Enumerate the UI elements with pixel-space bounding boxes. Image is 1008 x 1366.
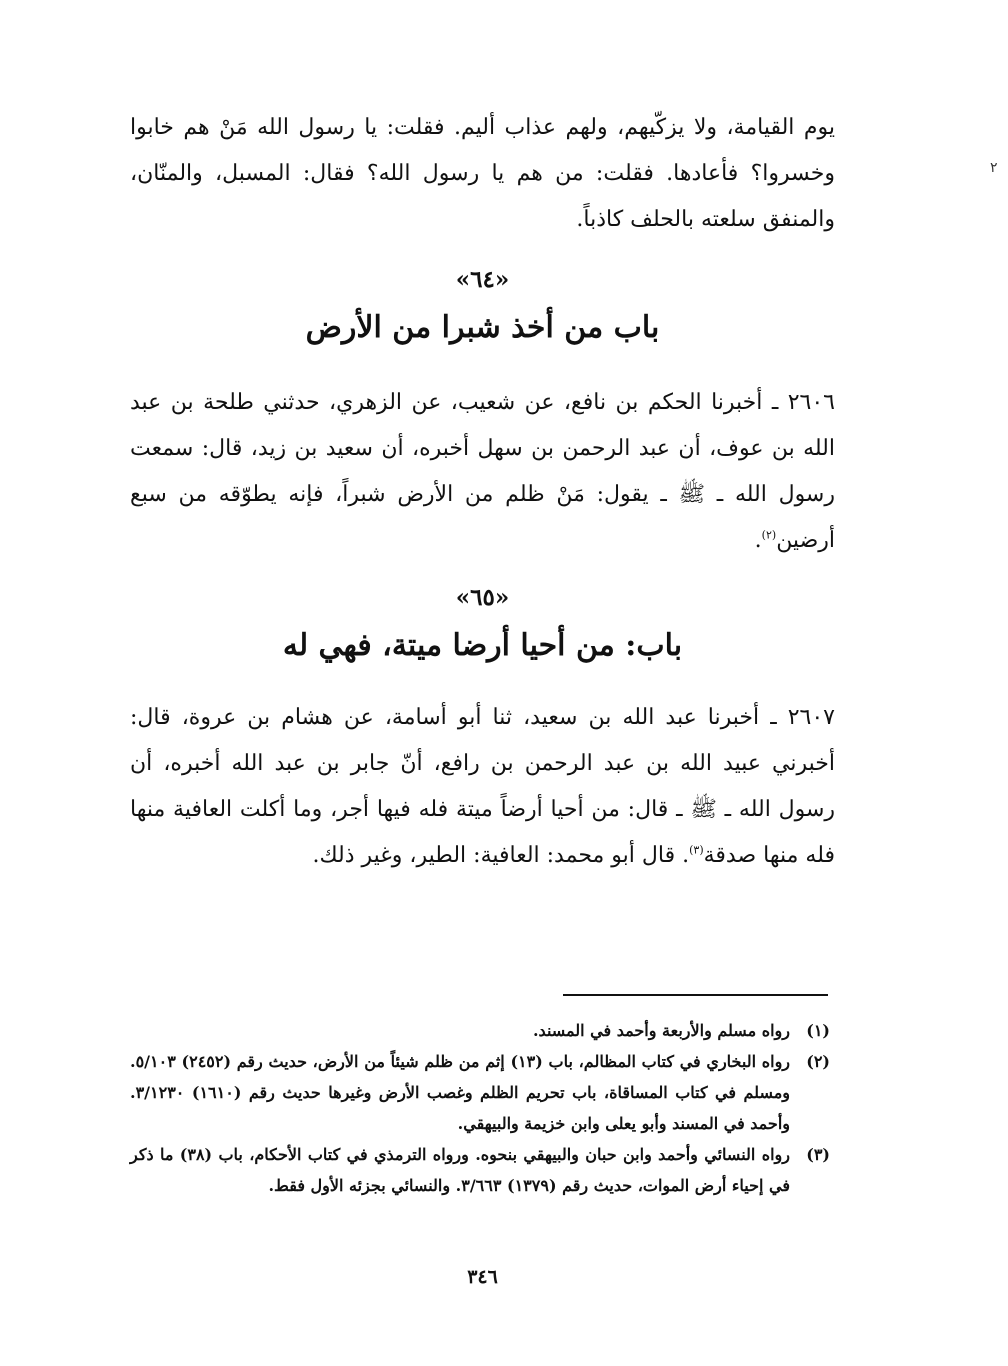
footnote-number: (١) [806, 1021, 830, 1040]
section-65-number: «٦٥» [455, 584, 510, 611]
section-64-number: «٦٤» [455, 266, 510, 293]
footnotes [130, 1015, 830, 1201]
footnote-ref-3[interactable]: (٣) [689, 843, 704, 857]
footnote-text: رواه النسائي وأحمد وابن حبان والبيهقي بنحوه. ورواه الترمذي في كتاب الأحكام، باب (٣٨) ما ذكر في إحياء أرض الموات، حديث رقم (١٣٧٩) ٣/٦٦٣. والنسائي بجزئه الأول فقط. [130, 1145, 790, 1195]
section-65-title: باب: من أحيا أرضا ميتة، فهي له [282, 628, 683, 663]
hadith-2607-text: ٢٦٠٧ ـ أخبرنا عبد الله بن سعيد، ثنا أبو أسامة، عن هشام بن عروة، قال: أخبرني عبيد الله بن عبد الرحمن بن رافع، أنّ جابر بن عبد الله أخبره، أن رسول الله ـ ﷺ ـ قال: من أحيا أرضاً ميتة فله فيها أجر، وما أكلت العافية منها فله منها صدقة [130, 705, 835, 868]
footnote-3 [130, 1139, 830, 1201]
section-64-title: باب من أخذ شبرا من الأرض [305, 310, 660, 345]
footnote-ref-2[interactable]: (٢) [761, 528, 777, 542]
footnote-text: رواه مسلم والأربعة وأحمد في المسند. [532, 1021, 790, 1040]
intro-paragraph [130, 105, 835, 243]
hadith-2606-text: ٢٦٠٦ ـ أخبرنا الحكم بن نافع، عن شعيب، عن الزهري، حدثني طلحة بن عبد الله بن عوف، أن عبد الرحمن بن سهل أخبره، أن سعيد بن زيد، قال: سمعت رسول الله ـ ﷺ ـ يقول: مَنْ ظلم من الأرض شبراً، فإنه يطوّقه من سبع أرضين [130, 390, 835, 553]
hadith-2607 [130, 695, 835, 879]
margin-mark: ٢ [990, 160, 998, 176]
footnote-text: رواه البخاري في كتاب المظالم، باب (١٣) إثم من ظلم شيئاً من الأرض، حديث رقم (٢٤٥٢) ٥/١٠٣. ومسلم في كتاب المساقاة، باب تحريم الظلم وغصب الأرض وغيرها حديث رقم (١٦١٠) ٣/١٢٣٠. وأحمد في المسند وأبو يعلى وابن خزيمة والبيهقي. [130, 1052, 791, 1133]
intro-paragraph-text: يوم القيامة، ولا يزكّيهم، ولهم عذاب أليم. فقلت: يا رسول الله مَنْ هم خابوا وخسروا؟ فأعادها. فقلت: من هم يا رسول الله؟ فقال: المسبل، والمنّان، والمنفق سلعته بالحلف كاذباً. [130, 115, 835, 232]
hadith-2607-end: . قال أبو محمد: العافية: الطير، وغير ذلك. [312, 843, 690, 868]
hadith-2606-end: . [754, 528, 762, 553]
footnote-number: (٣) [806, 1145, 830, 1164]
page-number: ٣٤٦ [467, 1266, 498, 1288]
hadith-2606 [130, 380, 835, 564]
footnote-separator [563, 994, 828, 996]
footnote-2 [130, 1046, 830, 1139]
footnote-number: (٢) [806, 1052, 830, 1071]
footnote-1 [130, 1015, 830, 1046]
